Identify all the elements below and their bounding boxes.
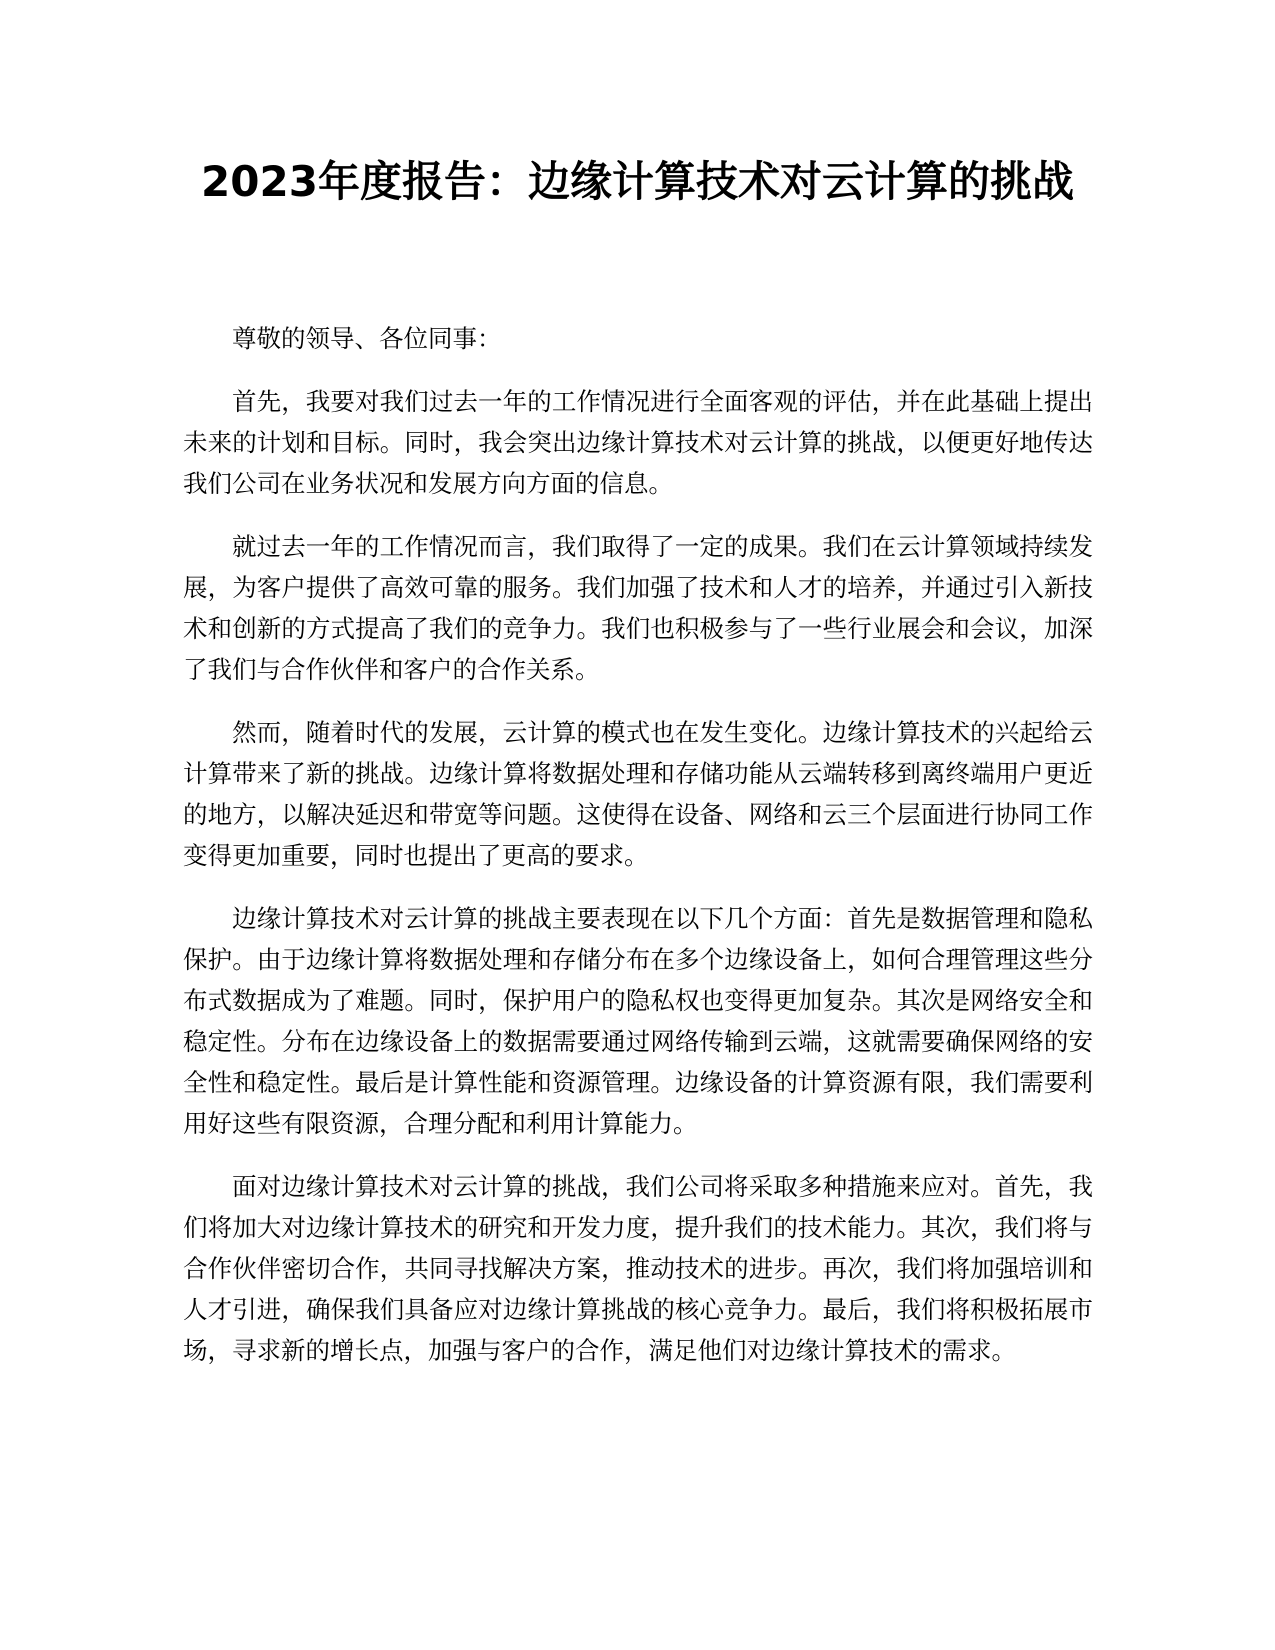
body-paragraph: 边缘计算技术对云计算的挑战主要表现在以下几个方面：首先是数据管理和隐私保护。由于边缘计算将数据处理和存储分布在多个边缘设备上，如何合理管理这些分布式数据成为了难题。同时，保护用户的隐私权也变得更加复杂。其次是网络安全和稳定性。分布在边缘设备上的数据需要通过网络传输到云端，这就需要确保网络的安全性和稳定性。最后是计算性能和资源管理。边缘设备的计算资源有限，我们需要利用好这些有限资源，合理分配和利用计算能力。 <box>183 904 1093 1138</box>
body-paragraph: 就过去一年的工作情况而言，我们取得了一定的成果。我们在云计算领域持续发展，为客户提供了高效可靠的服务。我们加强了技术和人才的培养，并通过引入新技术和创新的方式提高了我们的竞争力。我们也积极参与了一些行业展会和会议，加深了我们与合作伙伴和客户的合作关系。 <box>183 532 1093 684</box>
document-title: 2023年度报告：边缘计算技术对云计算的挑战 <box>201 157 1074 206</box>
body-paragraph: 面对边缘计算技术对云计算的挑战，我们公司将采取多种措施来应对。首先，我们将加大对边缘计算技术的研究和开发力度，提升我们的技术能力。其次，我们将与合作伙伴密切合作，共同寻找解决方案，推动技术的进步。再次，我们将加强培训和人才引进，确保我们具备应对边缘计算挑战的核心竞争力。最后，我们将积极拓展市场，寻求新的增长点，加强与客户的合作，满足他们对边缘计算技术的需求。 <box>183 1172 1093 1365</box>
body-paragraph: 首先，我要对我们过去一年的工作情况进行全面客观的评估，并在此基础上提出未来的计划和目标。同时，我会突出边缘计算技术对云计算的挑战，以便更好地传达我们公司在业务状况和发展方向方面的信息。 <box>183 387 1093 498</box>
document-body <box>183 318 1093 1393</box>
salutation-paragraph: 尊敬的领导、各位同事： <box>232 324 502 353</box>
body-paragraph: 然而，随着时代的发展，云计算的模式也在发生变化。边缘计算技术的兴起给云计算带来了新的挑战。边缘计算将数据处理和存储功能从云端转移到离终端用户更近的地方，以解决延迟和带宽等问题。这使得在设备、网络和云三个层面进行协同工作变得更加重要，同时也提出了更高的要求。 <box>183 718 1093 870</box>
